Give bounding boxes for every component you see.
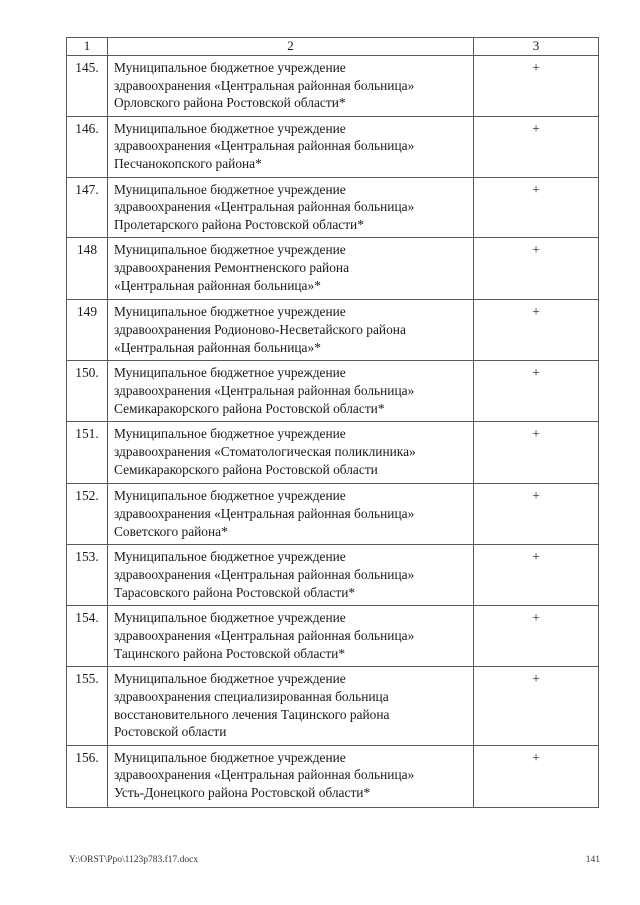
institution-name-line: Тарасовского района Ростовской области*	[114, 584, 356, 600]
institution-name-line: Семикаракорского района Ростовской области*	[114, 400, 385, 416]
institution-name-line: здравоохранения «Центральная районная больница»	[114, 77, 415, 93]
row-number: 148	[67, 238, 108, 300]
institution-name-line: Советского района*	[114, 523, 228, 539]
institution-name-line: Муниципальное бюджетное учреждение	[114, 120, 346, 136]
institution-name-line: здравоохранения «Центральная районная больница»	[114, 566, 415, 582]
institution-name	[108, 484, 474, 545]
plus-mark: +	[474, 300, 599, 361]
institution-name-line: здравоохранения «Центральная районная больница»	[114, 199, 415, 215]
row-number: 146.	[67, 116, 108, 177]
institution-name	[108, 667, 474, 745]
plus-mark: +	[474, 56, 599, 117]
table-row	[67, 422, 599, 484]
institution-name-line: Усть-Донецкого района Ростовской области*	[114, 784, 371, 800]
plus-mark: +	[474, 606, 599, 667]
institution-name-line: Муниципальное бюджетное учреждение	[114, 749, 346, 765]
header-row	[67, 38, 599, 56]
table-row	[67, 238, 599, 300]
institution-name	[108, 745, 474, 807]
institution-name	[108, 177, 474, 238]
institution-name	[108, 422, 474, 484]
plus-mark: +	[474, 745, 599, 807]
institution-name-line: Муниципальное бюджетное учреждение	[114, 60, 346, 75]
table-row	[67, 667, 599, 745]
institution-name-line: Муниципальное бюджетное учреждение	[114, 671, 346, 687]
plus-mark: +	[474, 238, 599, 300]
plus-mark: +	[474, 422, 599, 484]
table-row	[67, 116, 599, 177]
institution-name-line: здравоохранения Ремонтненского района	[114, 259, 350, 275]
institution-name-line: Муниципальное бюджетное учреждение	[114, 242, 346, 258]
table-row	[67, 177, 599, 238]
row-number: 153.	[67, 545, 108, 606]
row-number: 152.	[67, 484, 108, 545]
institution-name-line: Муниципальное бюджетное учреждение	[114, 426, 346, 442]
institution-name-line: Муниципальное бюджетное учреждение	[114, 610, 346, 626]
plus-mark: +	[474, 667, 599, 745]
table-row	[67, 745, 599, 807]
row-number: 151.	[67, 422, 108, 484]
institution-name	[108, 116, 474, 177]
table-row	[67, 300, 599, 361]
institution-name-line: здравоохранения «Центральная районная больница»	[114, 382, 415, 398]
institution-name-line: Семикаракорского района Ростовской области	[114, 461, 378, 477]
row-number: 155.	[67, 667, 108, 745]
institution-name-line: здравоохранения «Центральная районная больница»	[114, 138, 415, 154]
table-row	[67, 606, 599, 667]
institution-name	[108, 56, 474, 117]
institution-name-line: «Центральная районная больница»*	[114, 339, 321, 355]
institution-name-line: Муниципальное бюджетное учреждение	[114, 181, 346, 197]
institution-name-line: «Центральная районная больница»*	[114, 277, 321, 293]
table-row	[67, 56, 599, 117]
institution-name-line: Тацинского района Ростовской области*	[114, 645, 346, 661]
institutions-table	[66, 37, 599, 808]
row-number: 150.	[67, 361, 108, 422]
header-cell-2: 2	[108, 38, 474, 56]
header-cell-1: 1	[67, 38, 108, 56]
institution-name	[108, 606, 474, 667]
plus-mark: +	[474, 177, 599, 238]
institution-name-line: здравоохранения специализированная больница	[114, 688, 389, 704]
plus-mark: +	[474, 545, 599, 606]
row-number: 145.	[67, 56, 108, 117]
plus-mark: +	[474, 361, 599, 422]
file-path: Y:\ORST\Ppo\1123p783.f17.docx	[69, 855, 199, 865]
table-body	[67, 56, 599, 808]
table-row	[67, 545, 599, 606]
plus-mark: +	[474, 484, 599, 545]
plus-mark: +	[474, 116, 599, 177]
row-number: 156.	[67, 745, 108, 807]
institution-name	[108, 361, 474, 422]
institution-name	[108, 238, 474, 300]
institution-name-line: здравоохранения «Стоматологическая поликлиника»	[114, 443, 416, 459]
row-number: 154.	[67, 606, 108, 667]
institution-name-line: восстановительного лечения Тацинского района	[114, 706, 390, 722]
page-number: 141	[585, 855, 600, 865]
header-cell-3: 3	[474, 38, 599, 56]
institution-name-line: Пролетарского района Ростовской области*	[114, 216, 364, 232]
institution-name-line: здравоохранения «Центральная районная больница»	[114, 627, 415, 643]
institution-name-line: Муниципальное бюджетное учреждение	[114, 365, 346, 381]
institution-name-line: Песчанокопского района*	[114, 155, 262, 171]
table-row	[67, 484, 599, 545]
institution-name-line: Орловского района Ростовской области*	[114, 95, 346, 111]
table-row	[67, 361, 599, 422]
institution-name-line: здравоохранения «Центральная районная больница»	[114, 767, 415, 783]
institution-name-line: Ростовской области	[114, 724, 227, 740]
row-number: 147.	[67, 177, 108, 238]
institution-name	[108, 300, 474, 361]
institution-name-line: здравоохранения «Центральная районная больница»	[114, 505, 415, 521]
institution-name-line: Муниципальное бюджетное учреждение	[114, 304, 346, 320]
institution-name-line: Муниципальное бюджетное учреждение	[114, 549, 346, 565]
institution-name-line: здравоохранения Родионово-Несветайского района	[114, 321, 406, 337]
row-number: 149	[67, 300, 108, 361]
institution-name	[108, 545, 474, 606]
institution-name-line: Муниципальное бюджетное учреждение	[114, 488, 346, 504]
